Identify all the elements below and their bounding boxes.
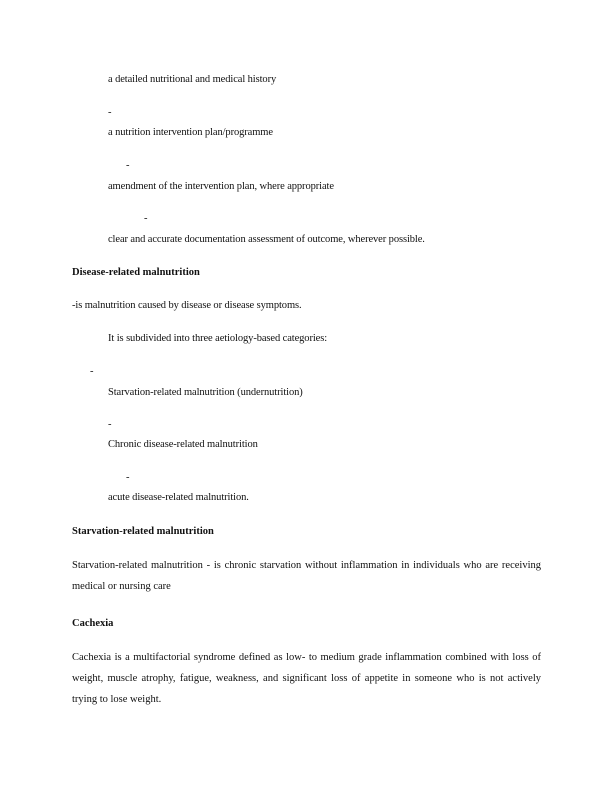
definition-text: -is malnutrition caused by disease or disease symptoms. (72, 300, 302, 311)
list-dash: - (90, 366, 94, 377)
list-dash: - (126, 472, 130, 483)
list-item-intervention-plan: a nutrition intervention plan/programme (108, 127, 273, 138)
subdivided-text: It is subdivided into three aetiology-based categories: (108, 333, 328, 344)
list-item-documentation: clear and accurate documentation assessment of outcome, wherever possible. (108, 234, 425, 245)
section-heading-disease-related: Disease-related malnutrition (72, 267, 200, 278)
list-dash: - (108, 419, 112, 430)
list-item-nutritional-history: a detailed nutritional and medical history (108, 74, 277, 85)
cachexia-paragraph: Cachexia is a multifactorial syndrome defined as low- to medium grade inflammation combined with loss of weight, muscle atrophy, fatigue, weakness, and significant loss of appetite in someone who is not actively trying to lose weight. (72, 652, 541, 705)
category-chronic: Chronic disease-related malnutrition (108, 439, 258, 450)
list-item-amendment: amendment of the intervention plan, where appropriate (108, 181, 334, 192)
category-acute: acute disease-related malnutrition. (108, 492, 249, 503)
section-heading-cachexia: Cachexia (72, 618, 114, 629)
starvation-paragraph: Starvation-related malnutrition - is chronic starvation without inflammation in individuals who are receiving medical or nursing care (72, 560, 541, 592)
section-heading-starvation-related: Starvation-related malnutrition (72, 526, 214, 537)
list-dash: - (126, 160, 130, 171)
list-dash: - (108, 107, 112, 118)
list-dash: - (144, 213, 148, 224)
category-starvation: Starvation-related malnutrition (undernutrition) (108, 387, 303, 398)
